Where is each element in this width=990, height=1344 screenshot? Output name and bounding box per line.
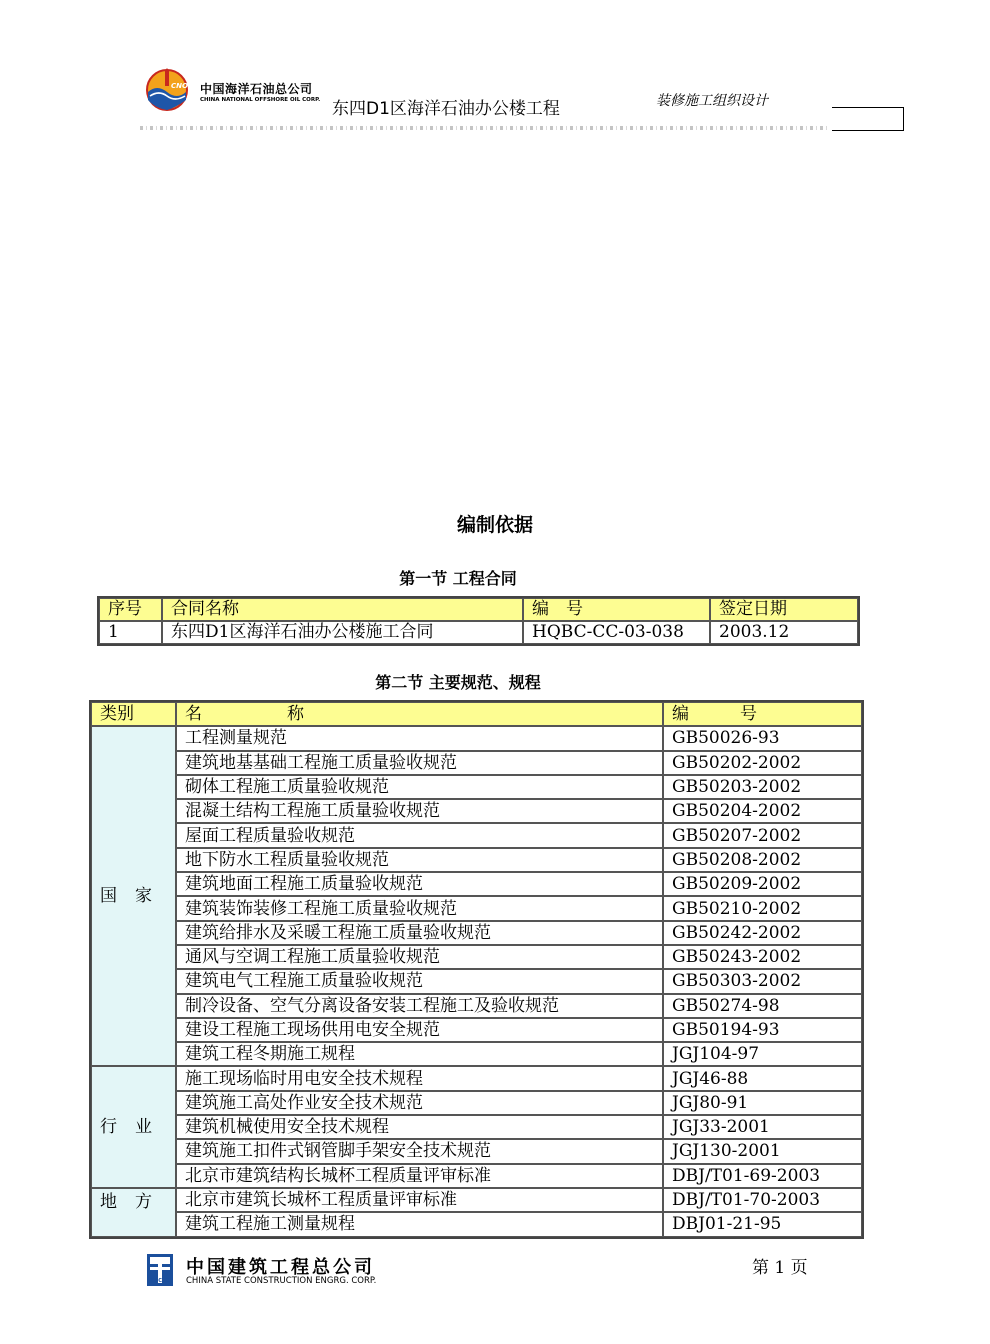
table-row (99, 621, 858, 644)
standard-name: 建筑施工高处作业安全技术规范 (176, 1091, 663, 1115)
standard-name: 建筑施工扣件式钢管脚手架安全技术规范 (176, 1139, 663, 1163)
cnooc-company-name-en: CHINA NATIONAL OFFSHORE OIL CORP. (200, 97, 321, 103)
standard-name: 建筑地面工程施工质量验收规范 (176, 872, 663, 896)
standard-name: 建筑电气工程施工质量验收规范 (176, 969, 663, 993)
column-header: 序号 (99, 598, 162, 621)
table-row (91, 1139, 862, 1163)
table-row (91, 969, 862, 993)
standard-name: 建筑给排水及采暖工程施工质量验收规范 (176, 921, 663, 945)
table-header-row (99, 598, 858, 621)
standard-code: GB50209-2002 (663, 872, 862, 896)
table-row (91, 1091, 862, 1115)
standard-code: GB50243-2002 (663, 945, 862, 969)
standard-code: DBJ/T01-69-2003 (663, 1164, 862, 1188)
standard-name: 建筑地基基础工程施工质量验收规范 (176, 751, 663, 775)
standard-name: 混凝土结构工程施工质量验收规范 (176, 799, 663, 823)
cscec-company-name-en: CHINA STATE CONSTRUCTION ENGRG. CORP. (186, 1276, 377, 1286)
table-row (91, 945, 862, 969)
cscec-logo (147, 1254, 173, 1286)
category-cell: 行业 (91, 1066, 176, 1187)
table-cell: 2003.12 (710, 621, 858, 644)
section2-title: 第二节 主要规范、规程 (375, 673, 541, 692)
standard-name: 通风与空调工程施工质量验收规范 (176, 945, 663, 969)
header-rule (832, 107, 904, 131)
table-row (91, 799, 862, 823)
table-row (91, 1212, 862, 1236)
standard-code: JGJ130-2001 (663, 1139, 862, 1163)
category-cell: 地方 (91, 1188, 176, 1237)
cnooc-logo-text: CNOOC (171, 82, 200, 90)
column-header: 签定日期 (710, 598, 858, 621)
column-header: 名 称 (176, 702, 663, 726)
column-header: 编 号 (523, 598, 710, 621)
standard-code: GB50210-2002 (663, 896, 862, 920)
table-cell: 东四D1区海洋石油办公楼施工合同 (162, 621, 523, 644)
standards-table (89, 700, 864, 1239)
table-row (91, 848, 862, 872)
table-row (91, 1066, 862, 1090)
standard-code: GB50203-2002 (663, 775, 862, 799)
header-dotted-rule (140, 126, 830, 130)
standard-name: 北京市建筑结构长城杯工程质量评审标准 (176, 1164, 663, 1188)
standard-code: JGJ80-91 (663, 1091, 862, 1115)
standard-name: 北京市建筑长城杯工程质量评审标准 (176, 1188, 663, 1212)
table-row (91, 872, 862, 896)
standard-name: 建设工程施工现场供用电安全规范 (176, 1018, 663, 1042)
document-type: 装修施工组织设计 (656, 93, 768, 109)
section1-title: 第一节 工程合同 (399, 569, 517, 588)
standard-code: GB50274-98 (663, 994, 862, 1018)
standard-name: 工程测量规范 (176, 726, 663, 750)
table-row (91, 1164, 862, 1188)
document-heading: 编制依据 (456, 514, 533, 536)
table-row (91, 751, 862, 775)
page-number: 第 1 页 (752, 1258, 808, 1278)
project-title: 东四D1区海洋石油办公楼工程 (332, 99, 560, 119)
table-row (91, 921, 862, 945)
standard-name: 制冷设备、空气分离设备安装工程施工及验收规范 (176, 994, 663, 1018)
table-row (91, 1042, 862, 1066)
standard-name: 建筑机械使用安全技术规程 (176, 1115, 663, 1139)
table-row (91, 775, 862, 799)
standard-code: GB50303-2002 (663, 969, 862, 993)
standard-code: GB50207-2002 (663, 823, 862, 847)
table-row (91, 1115, 862, 1139)
standard-code: JGJ104-97 (663, 1042, 862, 1066)
table-header-row (91, 702, 862, 726)
standard-name: 地下防水工程质量验收规范 (176, 848, 663, 872)
standard-name: 施工现场临时用电安全技术规程 (176, 1066, 663, 1090)
table-row (91, 896, 862, 920)
standard-name: 砌体工程施工质量验收规范 (176, 775, 663, 799)
standard-code: GB50204-2002 (663, 799, 862, 823)
column-header: 编 号 (663, 702, 862, 726)
standard-code: GB50208-2002 (663, 848, 862, 872)
standard-name: 屋面工程质量验收规范 (176, 823, 663, 847)
table-row (91, 1188, 862, 1212)
cscec-logo-text: CSCEC (150, 1278, 170, 1284)
table-cell: 1 (99, 621, 162, 644)
table-row (91, 1018, 862, 1042)
standard-name: 建筑工程施工测量规程 (176, 1212, 663, 1236)
table-cell: HQBC-CC-03-038 (523, 621, 710, 644)
cnooc-company-name: 中国海洋石油总公司 (200, 82, 313, 96)
cnooc-logo (145, 66, 200, 112)
cscec-company-name: 中国建筑工程总公司 (186, 1257, 375, 1278)
standard-code: GB50202-2002 (663, 751, 862, 775)
table-row (91, 726, 862, 750)
standard-code: DBJ01-21-95 (663, 1212, 862, 1236)
standard-name: 建筑装饰装修工程施工质量验收规范 (176, 896, 663, 920)
standard-code: JGJ46-88 (663, 1066, 862, 1090)
contract-table (97, 596, 860, 646)
standard-name: 建筑工程冬期施工规程 (176, 1042, 663, 1066)
standard-code: GB50026-93 (663, 726, 862, 750)
category-cell: 国家 (91, 726, 176, 1066)
standard-code: GB50242-2002 (663, 921, 862, 945)
standard-code: JGJ33-2001 (663, 1115, 862, 1139)
standard-code: DBJ/T01-70-2003 (663, 1188, 862, 1212)
column-header: 合同名称 (162, 598, 523, 621)
standard-code: GB50194-93 (663, 1018, 862, 1042)
column-header: 类别 (91, 702, 176, 726)
table-row (91, 823, 862, 847)
table-row (91, 994, 862, 1018)
